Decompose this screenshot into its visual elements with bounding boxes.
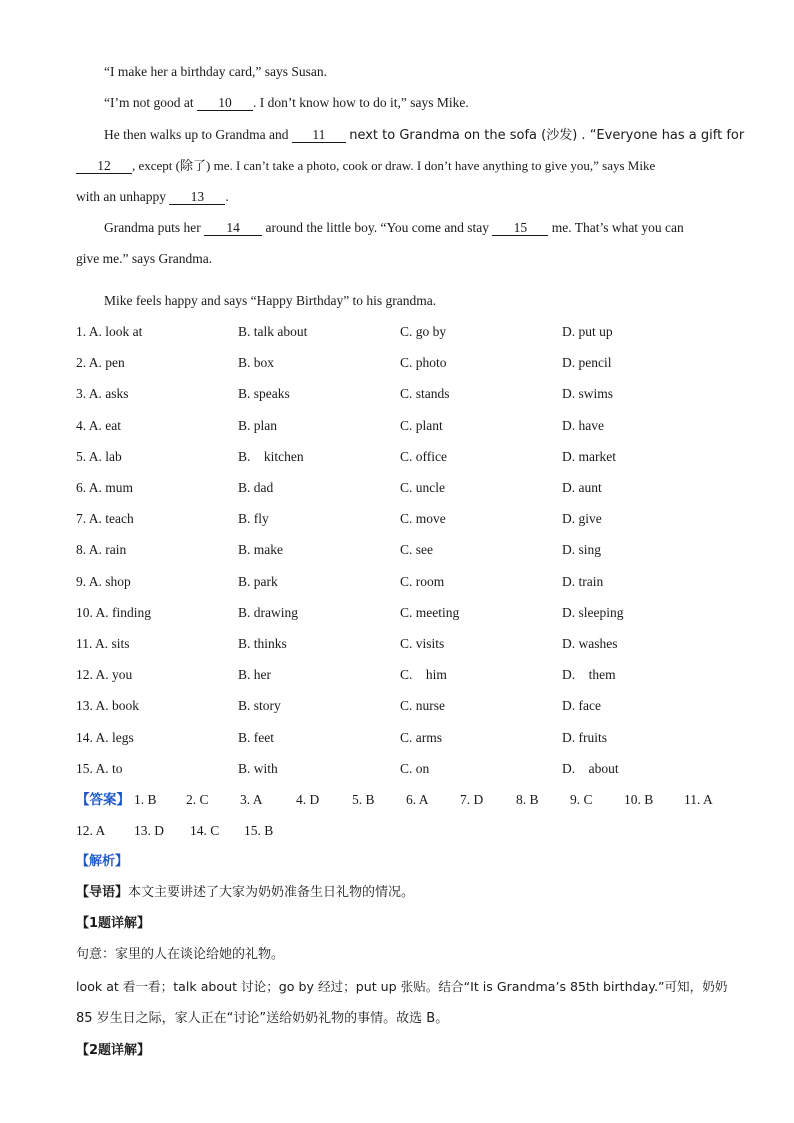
option-a: 6. A. mum — [76, 480, 134, 495]
option-d: D. put up — [562, 324, 613, 339]
option-b: B. park — [238, 574, 278, 589]
answer-row-1 — [76, 791, 736, 809]
question-row — [76, 635, 736, 653]
option-a: 13. A. book — [76, 698, 140, 713]
q1-heading: 【1题详解】 — [76, 916, 151, 931]
q1-meaning: 句意：家里的人在谈论给她的礼物。 — [76, 947, 285, 962]
option-c: C. meeting — [400, 605, 460, 620]
option-c: C. on — [400, 761, 430, 776]
option-d: D. give — [562, 511, 602, 526]
answer-item: 15. B — [244, 823, 274, 838]
option-d: D. market — [562, 449, 616, 464]
option-a: 10. A. finding — [76, 605, 152, 620]
option-b: B. speaks — [238, 386, 290, 401]
guide-line: 【导语】本文主要讲述了大家为奶奶准备生日礼物的情况。 — [76, 885, 415, 900]
blank-15: 15 — [492, 220, 548, 236]
answer-item: 14. C — [190, 823, 220, 838]
option-b: B. make — [238, 542, 283, 557]
answer-item: 8. B — [516, 792, 539, 807]
answer-item: 1. B — [134, 792, 157, 807]
option-c: C. arms — [400, 730, 442, 745]
option-c: C. uncle — [400, 480, 445, 495]
option-d: D. them — [562, 667, 616, 682]
option-b: B. feet — [238, 730, 274, 745]
question-row — [76, 666, 736, 684]
q2-heading: 【2题详解】 — [76, 1043, 151, 1058]
answer-label: 【答案】 — [76, 792, 130, 807]
answer-item: 10. B — [624, 792, 654, 807]
blank-11: 11 — [292, 127, 346, 143]
option-c: C. go by — [400, 324, 447, 339]
option-b: B. story — [238, 698, 281, 713]
option-c: C. see — [400, 542, 433, 557]
passage-line-grandma-puts: Grandma puts her 14 around the little boy. “You come and stay 15 me. That’s what you can — [104, 220, 684, 235]
option-b: B. plan — [238, 418, 277, 433]
q1-explanation-line2: 85 岁生日之际，家人正在“讨论”送给奶奶礼物的事情。故选 B。 — [76, 1011, 449, 1026]
option-a: 9. A. shop — [76, 574, 131, 589]
answer-item: 5. B — [352, 792, 375, 807]
option-d: D. pencil — [562, 355, 612, 370]
answer-item: 9. C — [570, 792, 593, 807]
question-row — [76, 697, 736, 715]
option-c: C. office — [400, 449, 447, 464]
option-c: C. nurse — [400, 698, 445, 713]
blank-14: 14 — [204, 220, 262, 236]
option-d: D. about — [562, 761, 619, 776]
option-c: C. photo — [400, 355, 447, 370]
question-row — [76, 417, 736, 435]
option-b: B. box — [238, 355, 275, 370]
option-c: C. visits — [400, 636, 445, 651]
passage-line-mike: “I’m not good at 10 . I don’t know how to do it,” says Mike. — [104, 95, 469, 110]
option-a: 8. A. rain — [76, 542, 127, 557]
option-b: B. her — [238, 667, 271, 682]
option-a: 14. A. legs — [76, 730, 134, 745]
answer-item: 7. D — [460, 792, 484, 807]
option-b: B. fly — [238, 511, 269, 526]
option-d: D. washes — [562, 636, 618, 651]
question-row — [76, 479, 736, 497]
option-a: 7. A. teach — [76, 511, 134, 526]
answer-item: 13. D — [134, 823, 164, 838]
option-d: D. train — [562, 574, 604, 589]
question-row — [76, 573, 736, 591]
option-c: C. room — [400, 574, 445, 589]
question-row — [76, 541, 736, 559]
question-row — [76, 760, 736, 778]
blank-10: 10 — [197, 95, 253, 111]
option-b: B. kitchen — [238, 449, 304, 464]
option-c: C. stands — [400, 386, 450, 401]
option-b: B. drawing — [238, 605, 298, 620]
option-b: B. dad — [238, 480, 274, 495]
option-a: 2. A. pen — [76, 355, 125, 370]
answer-item: 4. D — [296, 792, 320, 807]
option-b: B. talk about — [238, 324, 308, 339]
option-a: 4. A. eat — [76, 418, 121, 433]
answer-item: 6. A — [406, 792, 429, 807]
option-d: D. face — [562, 698, 601, 713]
option-a: 12. A. you — [76, 667, 133, 682]
option-d: D. fruits — [562, 730, 607, 745]
passage-line-susan: “I make her a birthday card,” says Susan. — [104, 64, 328, 79]
option-a: 15. A. to — [76, 761, 123, 776]
blank-12: 12 — [76, 158, 132, 174]
option-c: C. plant — [400, 418, 443, 433]
blank-13: 13 — [169, 189, 225, 205]
question-row — [76, 354, 736, 372]
option-c: C. him — [400, 667, 447, 682]
passage-line-gift: 12 , except (除了) me. I can’t take a photo, cook or draw. I don’t have anything to give you,” says Mike — [76, 157, 655, 175]
question-row — [76, 510, 736, 528]
option-a: 11. A. sits — [76, 636, 130, 651]
option-d: D. swims — [562, 386, 614, 401]
option-b: B. thinks — [238, 636, 287, 651]
analysis-heading: 【解析】 — [76, 854, 129, 869]
passage-line-happy-birthday: Mike feels happy and says “Happy Birthday” to his grandma. — [104, 293, 437, 308]
question-row — [76, 729, 736, 747]
answer-item: 2. C — [186, 792, 209, 807]
q1-explanation-line1: look at 看一看；talk about 讨论；go by 经过；put up 张贴。结合“It is Grandma’s 85th birthday.”可知，奶奶 — [76, 979, 728, 994]
passage-line-unhappy: with an unhappy 13 . — [76, 189, 229, 204]
answer-item: 11. A — [684, 792, 713, 807]
option-a: 5. A. lab — [76, 449, 122, 464]
answer-row-2 — [76, 822, 736, 840]
question-row — [76, 323, 736, 341]
question-row — [76, 448, 736, 466]
option-c: C. move — [400, 511, 446, 526]
option-a: 1. A. look at — [76, 324, 143, 339]
option-d: D. aunt — [562, 480, 602, 495]
answer-item: 3. A — [240, 792, 263, 807]
question-row — [76, 385, 736, 403]
option-b: B. with — [238, 761, 278, 776]
passage-line-give-me: give me.” says Grandma. — [76, 251, 213, 266]
option-d: D. have — [562, 418, 604, 433]
option-d: D. sing — [562, 542, 602, 557]
answer-item: 12. A — [76, 823, 106, 838]
passage-line-grandma-sofa: He then walks up to Grandma and 11 next to Grandma on the sofa (沙发) . “Everyone has a gift for — [104, 127, 745, 143]
option-d: D. sleeping — [562, 605, 624, 620]
option-a: 3. A. asks — [76, 386, 129, 401]
question-row — [76, 604, 736, 622]
